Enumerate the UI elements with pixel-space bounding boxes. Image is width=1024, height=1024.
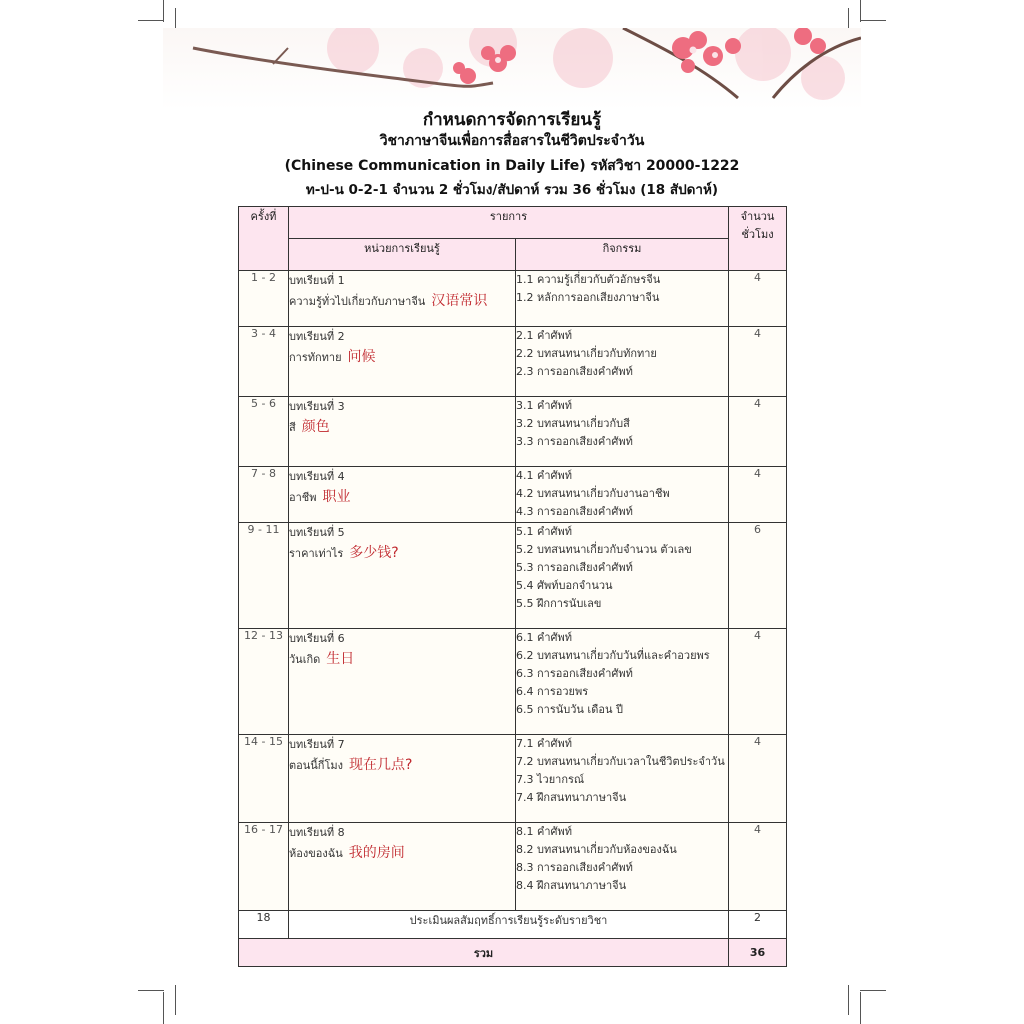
crop-mark [848,985,849,1015]
activity-item: 1.2 หลักการออกเสียงภาษาจีน [516,291,660,304]
hours-cell: 6 [729,523,787,629]
unit-cell [289,823,516,911]
session-cell: 14 - 15 [239,735,289,823]
activity-cell [516,467,729,523]
unit-cell [289,271,516,327]
table-row [239,823,787,911]
lesson-topic: ราคาเท่าไร [289,547,344,560]
crop-mark [860,20,886,21]
lesson-chinese-title: 汉语常识 [431,293,488,309]
activity-item: 3.2 บทสนทนาเกี่ยวกับสี [516,417,630,430]
activity-item: 1.1 ความรู้เกี่ยวกับตัวอักษรจีน [516,273,661,286]
blossom-branch-illustration [163,28,861,110]
unit-cell [289,629,516,735]
hours-cell: 4 [729,467,787,523]
assessment-hours: 2 [729,911,787,939]
lesson-topic: สี [289,421,296,434]
session-cell: 9 - 11 [239,523,289,629]
lesson-label: บทเรียนที่ 7 [289,738,345,751]
activity-item: 5.2 บทสนทนาเกี่ยวกับจำนวน ตัวเลข [516,543,692,556]
lesson-topic-line [289,487,515,508]
activity-item: 7.1 คำศัพท์ [516,737,573,750]
activity-item: 8.3 การออกเสียงคำศัพท์ [516,861,633,874]
activity-item: 6.3 การออกเสียงคำศัพท์ [516,667,633,680]
activity-cell [516,629,729,735]
lesson-topic-line [289,291,515,312]
crop-mark [138,20,164,21]
lesson-label: บทเรียนที่ 8 [289,826,345,839]
unit-cell [289,467,516,523]
lesson-chinese-title: 问候 [347,349,376,365]
activity-item: 5.5 ฝึกการนับเลข [516,597,602,610]
total-row [239,939,787,967]
lesson-topic-line [289,755,515,776]
activity-item: 6.5 การนับวัน เดือน ปี [516,703,623,716]
course-subtitle: วิชาภาษาจีนเพื่อการสื่อสารในชีวิตประจำวัน [379,133,645,149]
activity-item: 5.1 คำศัพท์ [516,525,573,538]
unit-cell [289,735,516,823]
crop-mark [163,0,164,22]
header-items: รายการ [289,207,729,239]
course-code-line: (Chinese Communication in Daily Life) รหัสวิชา 20000-1222 [284,158,740,174]
header-activity: กิจกรรม [516,239,729,271]
hours-cell: 4 [729,397,787,467]
session-cell: 16 - 17 [239,823,289,911]
activity-cell [516,397,729,467]
lesson-topic: วันเกิด [289,653,321,666]
cherry-blossom-banner [163,28,861,110]
lesson-topic: การทักทาย [289,351,342,364]
header-unit: หน่วยการเรียนรู้ [289,239,516,271]
activity-item: 3.3 การออกเสียงคำศัพท์ [516,435,633,448]
lesson-topic: อาชีพ [289,491,317,504]
activity-item: 3.1 คำศัพท์ [516,399,573,412]
lesson-label: บทเรียนที่ 4 [289,470,345,483]
lesson-chinese-title: 职业 [322,489,351,505]
crop-mark [860,0,861,22]
unit-cell [289,523,516,629]
table-row [239,467,787,523]
session-cell: 1 - 2 [239,271,289,327]
session-cell: 3 - 4 [239,327,289,397]
session-cell: 7 - 8 [239,467,289,523]
total-label: รวม [239,939,729,967]
lesson-topic: ความรู้ทั่วไปเกี่ยวกับภาษาจีน [289,295,426,308]
activity-item: 7.3 ไวยากรณ์ [516,773,585,786]
crop-mark [175,985,176,1015]
lesson-topic-line [289,843,515,864]
hours-cell: 4 [729,823,787,911]
lesson-chinese-title: 生日 [326,651,355,667]
activity-item: 8.1 คำศัพท์ [516,825,573,838]
crop-mark [860,990,886,991]
table-row [239,271,787,327]
crop-mark [860,992,861,1024]
activity-item: 5.3 การออกเสียงคำศัพท์ [516,561,633,574]
activity-cell [516,735,729,823]
activity-item: 4.1 คำศัพท์ [516,469,573,482]
activity-item: 7.2 บทสนทนาเกี่ยวกับเวลาในชีวิตประจำวัน [516,755,725,768]
header-hours: จำนวนชั่วโมง [729,207,787,271]
table-row [239,523,787,629]
credits-line: ท-ป-น 0-2-1 จำนวน 2 ชั่วโมง/สัปดาห์ รวม 36 ชั่วโมง (18 สัปดาห์) [305,182,719,198]
lesson-label: บทเรียนที่ 5 [289,526,345,539]
activity-cell [516,271,729,327]
activity-item: 8.4 ฝึกสนทนาภาษาจีน [516,879,627,892]
hours-cell: 4 [729,327,787,397]
activity-item: 6.2 บทสนทนาเกี่ยวกับวันที่และคำอวยพร [516,649,710,662]
activity-item: 6.1 คำศัพท์ [516,631,573,644]
unit-cell [289,327,516,397]
hours-cell: 4 [729,735,787,823]
activity-item: 4.2 บทสนทนาเกี่ยวกับงานอาชีพ [516,487,670,500]
activity-item: 6.4 การอวยพร [516,685,589,698]
lesson-label: บทเรียนที่ 3 [289,400,345,413]
activity-item: 2.3 การออกเสียงคำศัพท์ [516,365,633,378]
activity-item: 4.3 การออกเสียงคำศัพท์ [516,505,633,518]
schedule-table [238,206,787,967]
table-row [239,629,787,735]
activity-item: 8.2 บทสนทนาเกี่ยวกับห้องของฉัน [516,843,677,856]
hours-cell: 4 [729,271,787,327]
table-row [239,735,787,823]
assessment-session: 18 [239,911,289,939]
lesson-topic: ตอนนี้กี่โมง [289,759,343,772]
total-hours: 36 [729,939,787,967]
page-title: กำหนดการจัดการเรียนรู้ [422,110,602,130]
header-session: ครั้งที่ [239,207,289,271]
table-row [239,397,787,467]
lesson-label: บทเรียนที่ 6 [289,632,345,645]
lesson-chinese-title: 多少钱? [349,545,399,561]
lesson-chinese-title: 我的房间 [348,845,405,861]
lesson-topic-line [289,417,515,438]
activity-cell [516,327,729,397]
hours-cell: 4 [729,629,787,735]
assessment-text: ประเมินผลสัมฤทธิ์การเรียนรู้ระดับรายวิชา [289,911,729,939]
activity-item: 7.4 ฝึกสนทนาภาษาจีน [516,791,627,804]
lesson-label: บทเรียนที่ 2 [289,330,345,343]
lesson-chinese-title: 现在几点? [348,757,413,773]
unit-cell [289,397,516,467]
activity-item: 2.2 บทสนทนาเกี่ยวกับทักทาย [516,347,657,360]
crop-mark [138,990,164,991]
session-cell: 5 - 6 [239,397,289,467]
lesson-topic-line [289,347,515,368]
lesson-topic-line [289,543,515,564]
session-cell: 12 - 13 [239,629,289,735]
activity-cell [516,523,729,629]
activity-cell [516,823,729,911]
table-row [239,327,787,397]
lesson-label: บทเรียนที่ 1 [289,274,345,287]
lesson-topic-line [289,649,515,670]
crop-mark [163,992,164,1024]
activity-item: 2.1 คำศัพท์ [516,329,573,342]
lesson-chinese-title: 颜色 [301,419,330,435]
assessment-row [239,911,787,939]
lesson-topic: ห้องของฉัน [289,847,343,860]
activity-item: 5.4 ศัพท์บอกจำนวน [516,579,613,592]
